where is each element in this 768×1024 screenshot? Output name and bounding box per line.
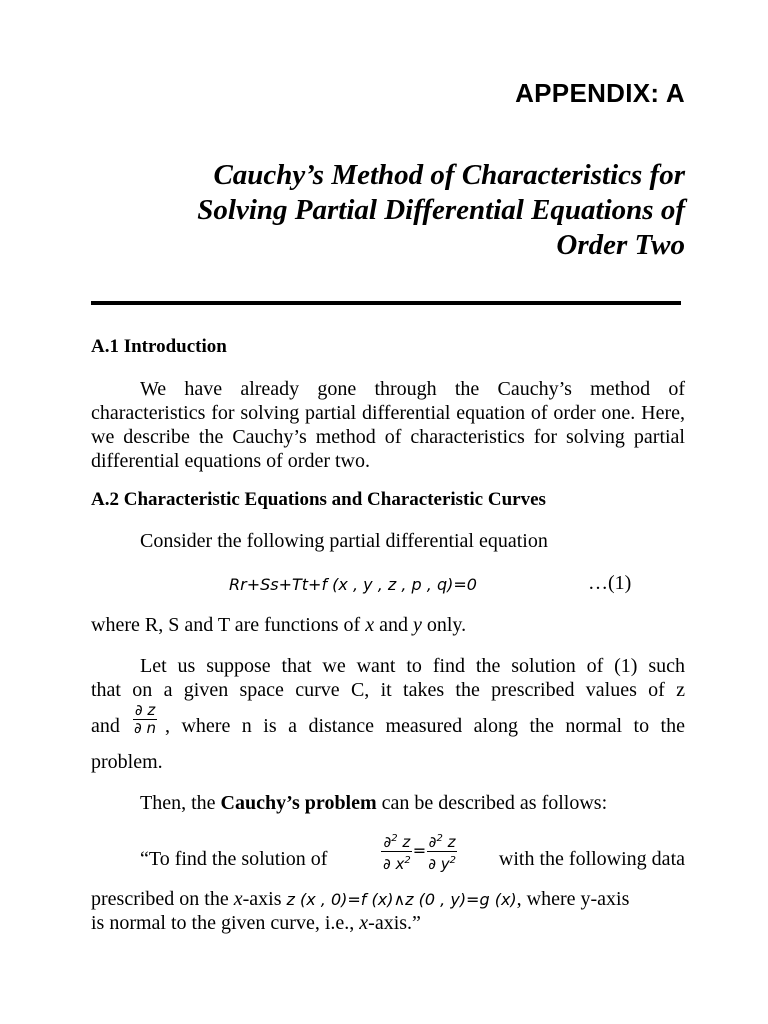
suppose-line-2: that on a given space curve C, it takes the prescribed values of z (91, 679, 685, 701)
pde-expression (381, 830, 458, 873)
quote-line-1 (91, 830, 685, 880)
quote-prefix: “To find the solution of (140, 848, 328, 870)
quote-suffix: with the following data (498, 848, 685, 870)
var-y: y (412, 614, 422, 636)
section-1-body (91, 377, 685, 473)
section-1-heading: A.1 Introduction (91, 336, 227, 357)
consider-text: Consider the following partial differential equation (140, 530, 548, 552)
cauchy-problem-term: Cauchy’s problem (220, 792, 377, 814)
pde-lhs-num-exp: 2 (391, 833, 398, 844)
equation-1: Rr+Ss+Tt+f (x , y , z , p , q)=0 (229, 575, 477, 594)
pde-rhs-num-exp: 2 (436, 833, 443, 844)
boundary-conditions: z (x , 0)=f (x)∧z (0 , y)=g (x) (286, 890, 517, 909)
prescribed-suffix: , where y-axis (516, 888, 630, 910)
last-suffix: -axis.” (368, 912, 421, 934)
pde-equals: = (412, 841, 427, 861)
suppose-and: and (91, 715, 120, 737)
pde-rhs-den-exp: 2 (449, 855, 456, 866)
frac-denominator: ∂ n (134, 719, 157, 737)
pde-rhs-den: ∂ y (428, 855, 450, 873)
where-prefix: where R, S and T are functions of (91, 614, 361, 636)
prescribed-line (91, 887, 685, 912)
where-and: and (379, 614, 408, 636)
suppose-line-3-text: , where n is a distance measured along the normal to the (165, 715, 685, 737)
last-axis-var: x (359, 912, 369, 934)
then-suffix: can be described as follows: (381, 792, 608, 814)
pde-lhs-num: ∂ (383, 833, 392, 851)
title-line-1: Cauchy’s Method of Characteristics for (213, 159, 685, 191)
dz-dn-fraction (132, 702, 158, 737)
pde-rhs-num-var: z (442, 833, 456, 851)
title-line-3: Order Two (556, 229, 685, 261)
pde-rhs-num: ∂ (428, 833, 437, 851)
prescribed-axis-var: x (233, 888, 243, 910)
title-divider (91, 301, 681, 305)
then-prefix: Then, the (140, 792, 216, 814)
suppose-line-3 (91, 702, 685, 746)
pde-lhs-den: ∂ x (383, 855, 405, 873)
title-line-2: Solving Partial Differential Equations of (197, 194, 685, 226)
pde-rhs-fraction (426, 830, 458, 873)
suppose-line-1: Let us suppose that we want to find the solution of (1) such (140, 655, 685, 677)
var-x: x (365, 614, 375, 636)
pde-lhs-num-var: z (397, 833, 411, 851)
frac-numerator: ∂ z (134, 701, 156, 719)
chapter-title (85, 158, 685, 263)
suppose-line-4: problem. (91, 751, 163, 773)
where-text (91, 613, 685, 637)
prescribed-prefix: prescribed on the (91, 888, 229, 910)
last-prefix: is normal to the given curve, i.e., (91, 912, 355, 934)
appendix-label: APPENDIX: A (515, 78, 685, 108)
last-line (91, 911, 685, 935)
then-text (91, 791, 685, 815)
section-2-heading: A.2 Characteristic Equations and Characteristic Curves (91, 489, 546, 510)
prescribed-axis-suffix: -axis (242, 888, 282, 910)
pde-lhs-den-exp: 2 (404, 855, 411, 866)
where-end: only. (426, 614, 467, 636)
pde-lhs-fraction (381, 830, 413, 873)
intro-paragraph: We have already gone through the Cauchy’s method of characteristics for solving partial differential equation of order one. Here, we describe the Cauchy’s method of characteristics for solving partial differential equations of order two. (91, 378, 685, 472)
equation-1-number: …(1) (588, 572, 632, 594)
